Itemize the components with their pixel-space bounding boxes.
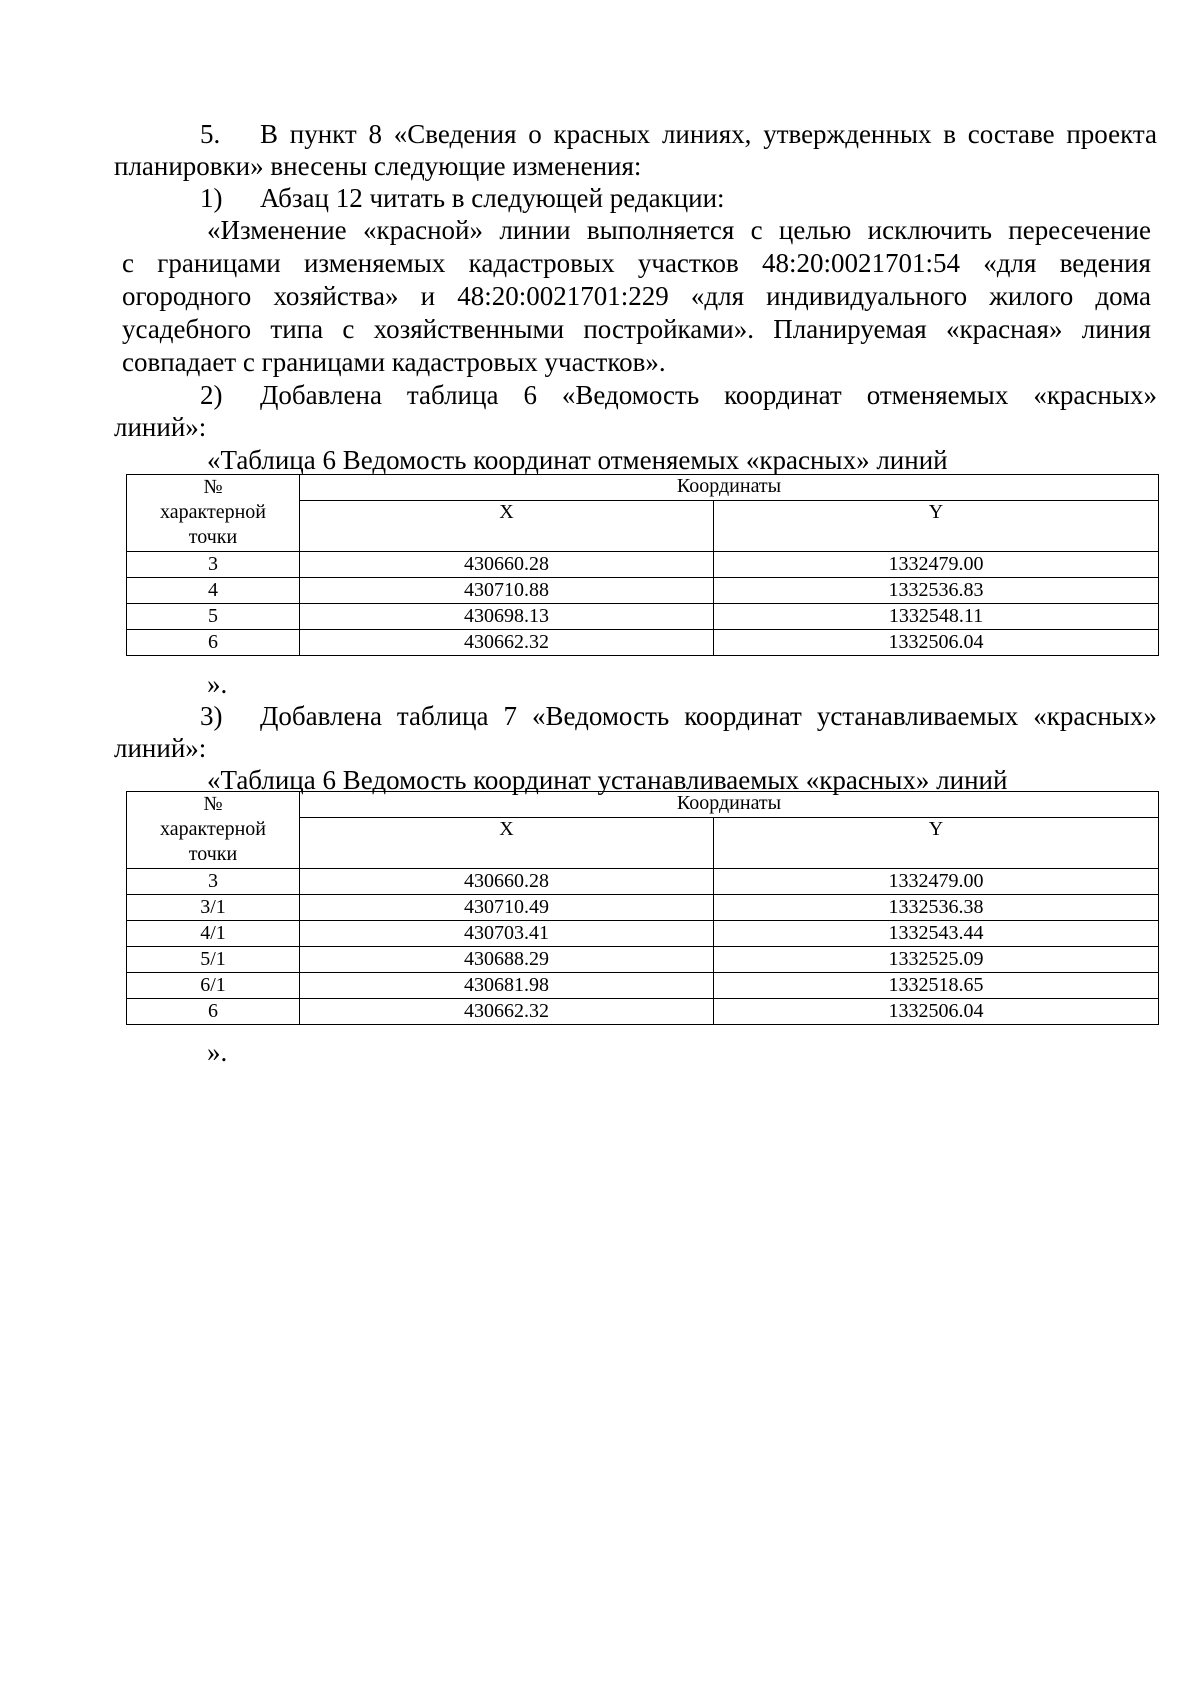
- header-num-sign: №: [203, 476, 223, 498]
- table7-close: ».: [207, 1037, 228, 1067]
- cell-y: 1332536.83: [714, 578, 1159, 604]
- sub2-line1: Добавлена таблица 6 «Ведомость координат отменяемых «красных»: [260, 380, 1157, 410]
- header-num-word1: характерной: [160, 818, 266, 840]
- cell-point: 4: [127, 578, 300, 604]
- cell-y: 1332479.00: [714, 552, 1159, 578]
- table6-header-y: Y: [714, 501, 1159, 552]
- table7: [126, 791, 1159, 1025]
- table-row: [127, 895, 1159, 921]
- item5-line2: планировки» внесены следующие изменения:: [114, 151, 642, 181]
- table-row: [127, 578, 1159, 604]
- cell-point: 3: [127, 869, 300, 895]
- cell-y: 1332506.04: [714, 999, 1159, 1025]
- quote-line-3: огородного хозяйства» и 48:20:0021701:229 «для индивидуального жилого дома: [122, 281, 1151, 311]
- table6-header-x: X: [300, 501, 714, 552]
- item5-line1: В пункт 8 «Сведения о красных линиях, утвержденных в составе проекта: [260, 119, 1157, 149]
- table7-header-point: [127, 792, 300, 869]
- cell-y: 1332479.00: [714, 869, 1159, 895]
- table-row: [127, 999, 1159, 1025]
- cell-point: 3: [127, 552, 300, 578]
- cell-point: 6/1: [127, 973, 300, 999]
- table-row: [127, 604, 1159, 630]
- table-row: [127, 869, 1159, 895]
- quote-line-2: с границами изменяемых кадастровых участков 48:20:0021701:54 «для ведения: [122, 248, 1151, 278]
- table7-header-y: Y: [714, 818, 1159, 869]
- cell-x: 430698.13: [300, 604, 714, 630]
- cell-x: 430660.28: [300, 552, 714, 578]
- cell-x: 430662.32: [300, 999, 714, 1025]
- quote-line-5: совпадает с границами кадастровых участков».: [122, 347, 666, 377]
- cell-x: 430703.41: [300, 921, 714, 947]
- table6-header-point: [127, 475, 300, 552]
- sub1-text: Абзац 12 читать в следующей редакции:: [260, 183, 725, 213]
- table6-close: ».: [207, 669, 228, 699]
- item5-number: 5.: [200, 119, 221, 149]
- sub3-line2: линий»:: [114, 733, 207, 763]
- table-row: [127, 552, 1159, 578]
- header-num-word2: точки: [188, 843, 238, 865]
- cell-point: 4/1: [127, 921, 300, 947]
- cell-y: 1332518.65: [714, 973, 1159, 999]
- cell-x: 430710.88: [300, 578, 714, 604]
- cell-x: 430662.32: [300, 630, 714, 656]
- table7-caption: «Таблица 6 Ведомость координат устанавливаемых «красных» линий: [207, 765, 1008, 795]
- cell-y: 1332548.11: [714, 604, 1159, 630]
- table6: [126, 474, 1159, 656]
- table6-header-coords: Координаты: [300, 475, 1159, 501]
- cell-x: 430688.29: [300, 947, 714, 973]
- cell-y: 1332506.04: [714, 630, 1159, 656]
- quote-line-4: усадебного типа с хозяйственными постройками». Планируемая «красная» линия: [122, 314, 1151, 344]
- table7-header-x: X: [300, 818, 714, 869]
- header-num-sign: №: [203, 793, 223, 815]
- header-num-word2: точки: [188, 526, 238, 548]
- table-row: [127, 630, 1159, 656]
- sub1-number: 1): [200, 183, 223, 213]
- sub3-line1: Добавлена таблица 7 «Ведомость координат устанавливаемых «красных»: [260, 701, 1157, 731]
- sub3-number: 3): [200, 701, 223, 731]
- sub2-line2: линий»:: [114, 412, 207, 442]
- cell-y: 1332536.38: [714, 895, 1159, 921]
- cell-y: 1332543.44: [714, 921, 1159, 947]
- table7-header-coords: Координаты: [300, 792, 1159, 818]
- cell-x: 430681.98: [300, 973, 714, 999]
- cell-point: 6: [127, 630, 300, 656]
- header-num-word1: характерной: [160, 501, 266, 523]
- quote-line-1: «Изменение «красной» линии выполняется с целью исключить пересечение: [207, 215, 1151, 245]
- cell-point: 5/1: [127, 947, 300, 973]
- cell-x: 430660.28: [300, 869, 714, 895]
- cell-x: 430710.49: [300, 895, 714, 921]
- sub2-number: 2): [200, 380, 223, 410]
- cell-point: 5: [127, 604, 300, 630]
- table-row: [127, 921, 1159, 947]
- table6-caption: «Таблица 6 Ведомость координат отменяемых «красных» линий: [207, 445, 948, 475]
- cell-point: 6: [127, 999, 300, 1025]
- table-row: [127, 973, 1159, 999]
- cell-y: 1332525.09: [714, 947, 1159, 973]
- cell-point: 3/1: [127, 895, 300, 921]
- table-row: [127, 947, 1159, 973]
